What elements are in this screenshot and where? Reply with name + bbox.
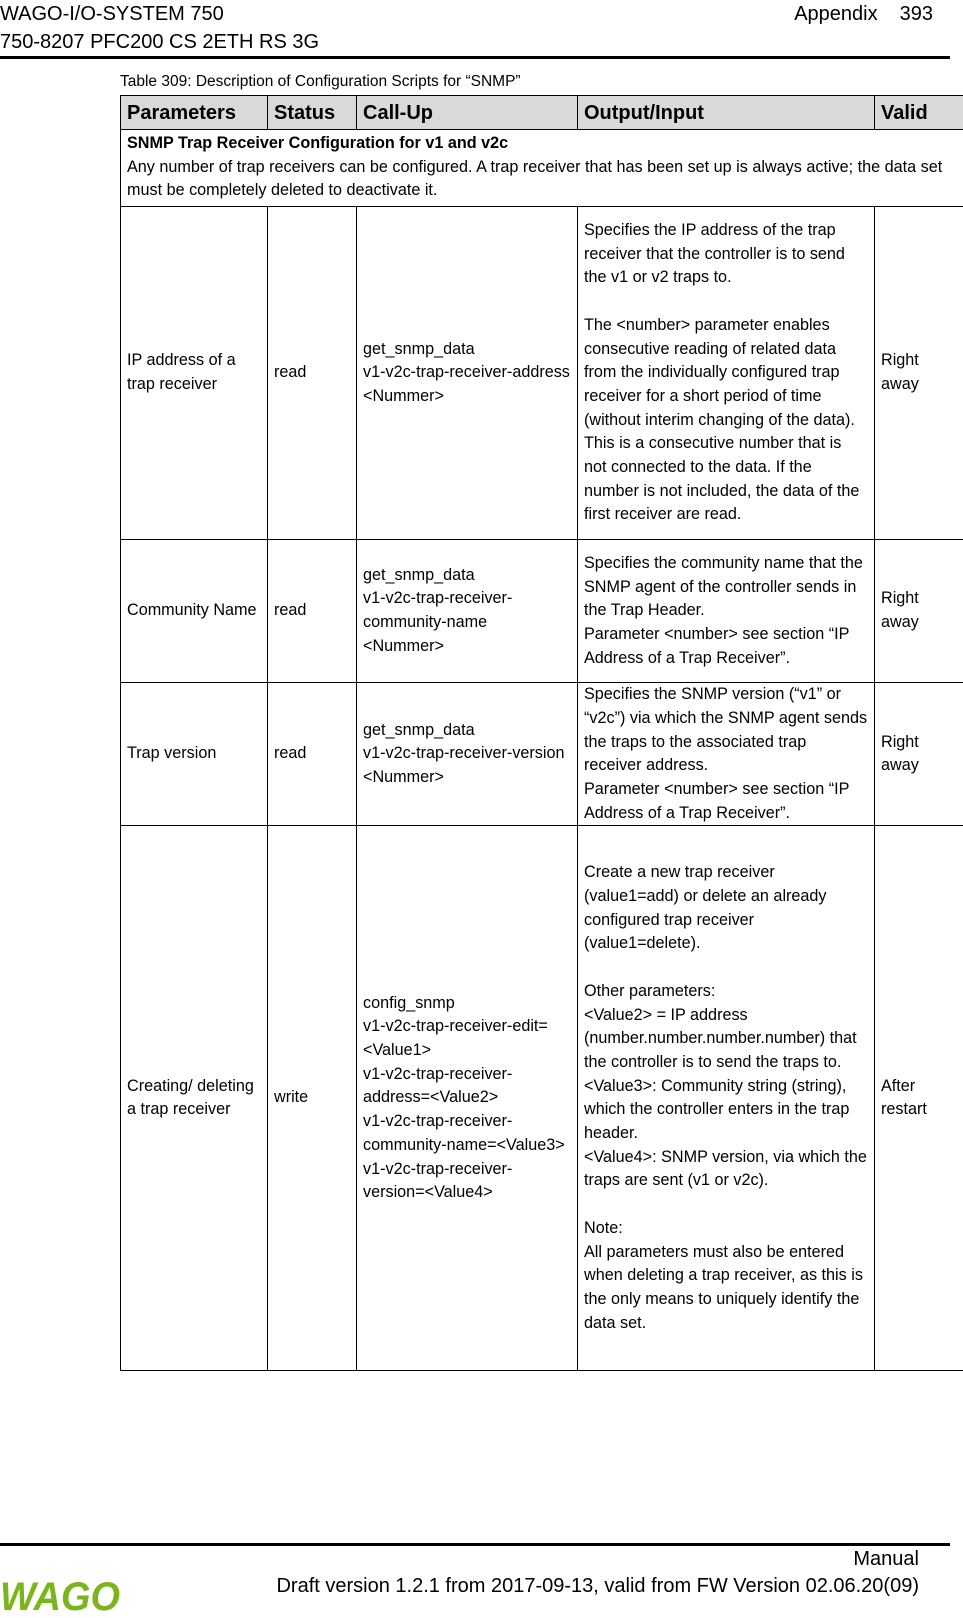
snmp-config-table: [120, 95, 963, 1371]
cell-status: read: [268, 540, 357, 683]
cell-parameter: Trap version: [121, 683, 268, 826]
col-header-status: Status: [268, 96, 357, 130]
output-line: <Value3>: Community string (string), which the controller enters in the trap header.: [584, 1076, 850, 1143]
callup-line: config_snmp: [363, 993, 455, 1012]
output-line: Specifies the community name that the SNMP agent of the controller sends in the Trap Header.: [584, 553, 863, 620]
output-line: Parameter <number> see section “IP Address of a Trap Receiver”.: [584, 779, 850, 822]
output-line: All parameters must also be entered when deleting a trap receiver, as this is the only means to uniquely identify the data set.: [584, 1242, 863, 1332]
page-header-left: [0, 0, 319, 56]
callup-line: v1-v2c-trap-receiver-address=<Value2>: [363, 1064, 513, 1107]
wago-logo: [0, 1577, 122, 1613]
section-title: SNMP Trap Receiver Configuration for v1 and v2c: [127, 134, 509, 152]
cell-status: write: [268, 826, 357, 1371]
table-row: [121, 540, 963, 683]
table-header-row: [121, 96, 963, 130]
cell-parameter: Creating/ deleting a trap receiver: [121, 826, 268, 1371]
callup-line: v1-v2c-trap-receiver-community-name <Nummer>: [363, 589, 513, 655]
header-divider: [0, 56, 950, 59]
section-description: Any number of trap receivers can be configured. A trap receiver that has been set up is always active; the data set must be completely deleted to deactivate it.: [127, 157, 943, 200]
cell-callup: [357, 207, 578, 540]
col-header-parameters: Parameters: [121, 96, 268, 130]
table-row: [121, 207, 963, 540]
cell-valid: Right away: [875, 683, 963, 826]
callup-line: v1-v2c-trap-receiver-version <Nummer>: [363, 744, 565, 787]
section-cell: [121, 130, 963, 207]
cell-output: [578, 207, 875, 540]
header-system: WAGO-I/O-SYSTEM 750: [0, 3, 224, 25]
cell-output: [578, 683, 875, 826]
blank-line: [584, 956, 868, 980]
callup-line: v1-v2c-trap-receiver-edit=<Value1>: [363, 1017, 548, 1060]
output-line: Specifies the SNMP version (“v1” or “v2c”) via which the SNMP agent sends the traps to the associated trap receiver address.: [584, 685, 868, 775]
output-line: Create a new trap receiver (value1=add) or delete an already configured trap receiver (value1=delete).: [584, 863, 827, 953]
output-line: Specifies the IP address of the trap receiver that the controller is to send the v1 or v2 traps to.: [584, 221, 845, 287]
table-row: [121, 826, 963, 1371]
callup-line: get_snmp_data: [363, 339, 475, 358]
output-line: Other parameters:: [584, 981, 716, 1000]
cell-valid: After restart: [875, 826, 963, 1371]
section-row: [121, 130, 963, 207]
output-line: <Value2> = IP address (number.number.number.number) that the controller is to send the traps to.: [584, 1005, 857, 1071]
cell-status: read: [268, 207, 357, 540]
col-header-callup: Call-Up: [357, 96, 578, 130]
cell-valid: Right away: [875, 207, 963, 540]
wago-logo-text: WAGO: [0, 1577, 120, 1613]
blank-line: [584, 290, 868, 314]
callup-line: v1-v2c-trap-receiver-version=<Value4>: [363, 1159, 513, 1202]
output-line: The <number> parameter enables consecutive reading of related data from the individually configured trap receiver for a short period of time (without interim changing of the data). This is a consecutive number that is not connected to the data. If the number is not included, the data of the first receiver are read.: [584, 315, 860, 524]
callup-line: v1-v2c-trap-receiver-community-name=<Value3>: [363, 1112, 565, 1154]
header-device: 750-8207 PFC200 CS 2ETH RS 3G: [0, 31, 320, 53]
blank-line: [584, 1193, 868, 1217]
cell-output: [578, 540, 875, 683]
page-number: 393: [899, 3, 933, 25]
cell-callup: [357, 683, 578, 826]
cell-callup: [357, 540, 578, 683]
callup-line: get_snmp_data: [363, 720, 475, 739]
output-line: <Value4>: SNMP version, via which the traps are sent (v1 or v2c).: [584, 1147, 867, 1190]
header-section: Appendix: [794, 3, 878, 25]
cell-status: read: [268, 683, 357, 826]
output-line: Parameter <number> see section “IP Address of a Trap Receiver”.: [584, 624, 850, 667]
cell-valid: Right away: [875, 540, 963, 683]
footer-draft-version: Draft version 1.2.1 from 2017-09-13, valid from FW Version 02.06.20(09): [276, 1575, 919, 1597]
output-line: Note:: [584, 1218, 623, 1237]
cell-output: [578, 826, 875, 1371]
col-header-output-input: Output/Input: [578, 96, 875, 130]
cell-parameter: IP address of a trap receiver: [121, 207, 268, 540]
page-header-right: [794, 0, 933, 28]
callup-line: get_snmp_data: [363, 565, 475, 584]
table-row: [121, 683, 963, 826]
footer-divider: [0, 1543, 950, 1546]
cell-parameter: Community Name: [121, 540, 268, 683]
cell-callup: [357, 826, 578, 1371]
table-caption: Table 309: Description of Configuration Scripts for “SNMP”: [120, 73, 521, 90]
footer-manual: Manual: [853, 1548, 919, 1570]
callup-line: v1-v2c-trap-receiver-address <Nummer>: [363, 363, 570, 405]
col-header-valid: Valid: [875, 96, 963, 130]
